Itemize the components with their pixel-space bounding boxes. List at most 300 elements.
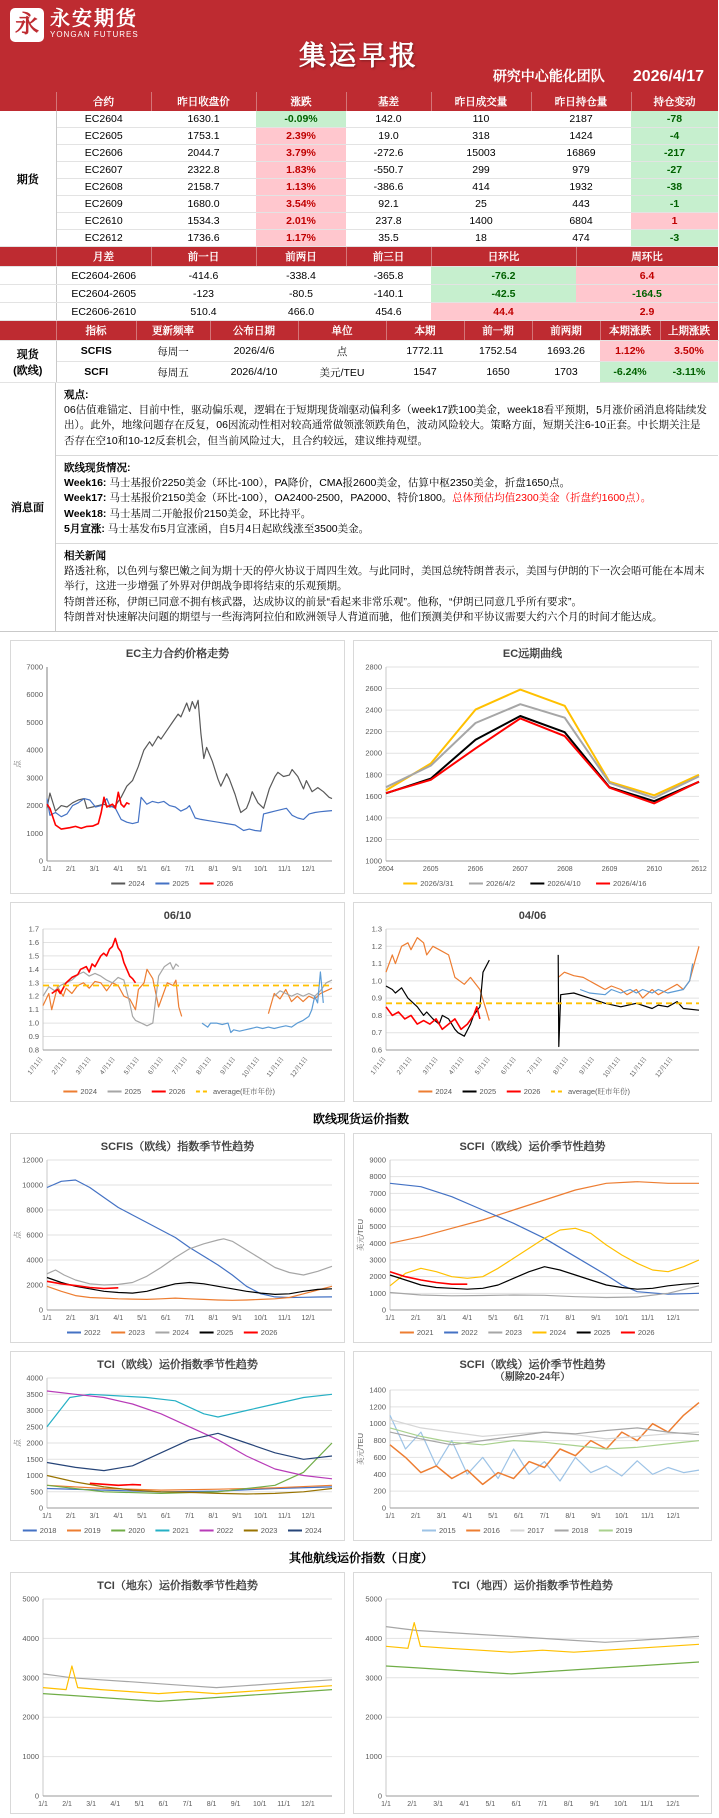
svg-text:5000: 5000: [22, 1594, 39, 1604]
svg-text:7/1: 7/1: [538, 1801, 548, 1809]
report-date: 2026/4/17: [632, 68, 704, 85]
svg-text:0.9: 0.9: [28, 1032, 39, 1042]
svg-text:2600: 2600: [365, 684, 383, 694]
spread-name-cell: EC2606-2610: [56, 303, 151, 321]
change-cell: 1.83%: [256, 162, 346, 179]
svg-text:EC主力合约价格走势: EC主力合约价格走势: [125, 648, 230, 661]
svg-text:美元/TEU: 美元/TEU: [356, 1433, 366, 1466]
unit-cell: 点: [298, 341, 386, 362]
svg-text:3000: 3000: [22, 1673, 39, 1683]
svg-text:4000: 4000: [365, 1633, 383, 1643]
svg-text:2024: 2024: [305, 1526, 322, 1536]
chart-ec-forward-curve-box: [353, 640, 712, 894]
svg-text:1500: 1500: [26, 1454, 43, 1464]
spot-table-body: [0, 321, 718, 383]
yongan-logo-icon: 永: [10, 8, 44, 42]
svg-text:11/1: 11/1: [640, 1801, 654, 1809]
series-yellow: [43, 1666, 332, 1694]
spot-col-header: 上期涨跌: [660, 321, 718, 341]
svg-text:1.1: 1.1: [28, 1005, 39, 1015]
heading-other-routes-index: 其他航线运价指数（日度）: [288, 1551, 433, 1566]
svg-text:2019: 2019: [616, 1526, 633, 1536]
svg-text:3/1: 3/1: [89, 1513, 100, 1521]
svg-text:2026: 2026: [524, 1087, 541, 1097]
futures-col-header: 合约: [56, 92, 151, 111]
close-cell: 2044.7: [151, 145, 256, 162]
svg-text:12月1日: 12月1日: [654, 1055, 675, 1080]
svg-text:1/1: 1/1: [381, 1801, 392, 1809]
svg-text:12/1: 12/1: [301, 866, 316, 874]
svg-text:9/1: 9/1: [230, 1801, 241, 1809]
svg-text:1.6: 1.6: [28, 938, 39, 948]
svg-text:2026/4/2: 2026/4/2: [486, 879, 516, 889]
svg-text:2606: 2606: [468, 866, 484, 874]
svg-text:2021: 2021: [417, 1328, 435, 1338]
logo-company-name: 永安期货: [50, 8, 138, 30]
svg-text:12月1日: 12月1日: [289, 1055, 310, 1080]
svg-text:2/1: 2/1: [411, 1315, 422, 1323]
svg-text:4/1: 4/1: [462, 1513, 473, 1521]
basis-cell: -550.7: [346, 162, 431, 179]
svg-text:8000: 8000: [369, 1172, 387, 1182]
svg-text:2026/4/10: 2026/4/10: [547, 879, 582, 889]
svg-text:2025: 2025: [216, 1328, 234, 1338]
series-2026: [386, 1007, 480, 1030]
svg-text:2017: 2017: [527, 1526, 545, 1536]
news-line: 特朗普还称，伊朗已同意不拥有核武器，达成协议的前景“看起来非常乐观”。他称，“伊朗已同意几乎所有要求”。: [64, 595, 582, 608]
svg-text:4月1日: 4月1日: [98, 1055, 117, 1077]
svg-text:2025: 2025: [172, 879, 190, 889]
svg-text:1.5: 1.5: [28, 951, 39, 961]
change-cell: -0.09%: [256, 111, 346, 128]
report-team: 研究中心能化团队: [492, 68, 605, 84]
svg-text:2800: 2800: [365, 662, 383, 672]
svg-text:2000: 2000: [26, 1280, 43, 1290]
svg-text:12/1: 12/1: [666, 1513, 681, 1521]
svg-text:2018: 2018: [39, 1526, 57, 1536]
svg-text:（剔除20-24年）: （剔除20-24年）: [495, 1372, 571, 1384]
series-2020: [47, 1443, 332, 1493]
svg-text:2026/3/31: 2026/3/31: [420, 879, 455, 889]
svg-text:5/1: 5/1: [485, 1801, 496, 1809]
basis-cell: 35.5: [346, 230, 431, 247]
svg-text:6/1: 6/1: [160, 866, 171, 874]
previous2-cell: 1703: [532, 362, 600, 383]
spot-col-header: 前两期: [532, 321, 600, 341]
series-2026/4/10: [386, 716, 699, 801]
open-interest-cell: 443: [531, 196, 631, 213]
close-cell: 2158.7: [151, 179, 256, 196]
series-2024: [390, 1228, 699, 1286]
svg-text:5/1: 5/1: [137, 866, 147, 874]
close-cell: 1534.3: [151, 213, 256, 230]
svg-text:10/1: 10/1: [253, 1513, 268, 1521]
contract-cell: EC2604: [56, 111, 151, 128]
spread-col-header: 周环比: [576, 247, 718, 267]
basis-cell: 237.8: [346, 213, 431, 230]
current-change-cell: 1.12%: [600, 341, 660, 362]
svg-text:1月1日: 1月1日: [370, 1055, 389, 1077]
previous-cell: 1752.54: [464, 341, 532, 362]
contract-cell: EC2606: [56, 145, 151, 162]
svg-text:3000: 3000: [26, 773, 43, 783]
spot-situation-label: 欧线现货情况:: [64, 461, 131, 474]
futures-col-header: 昨日成交量: [431, 92, 531, 111]
oi-change-cell: -217: [631, 145, 718, 162]
spread-row-EC2604-2606: [0, 267, 718, 285]
svg-text:0: 0: [378, 1791, 383, 1801]
wow-cell: 6.4: [576, 267, 718, 285]
svg-text:2025: 2025: [479, 1087, 497, 1097]
svg-text:5/1: 5/1: [134, 1801, 145, 1809]
svg-text:4000: 4000: [26, 1255, 43, 1265]
series-2019: [390, 1428, 699, 1449]
svg-text:400: 400: [373, 1469, 387, 1479]
report-title: 集运早报: [299, 41, 419, 71]
series-green: [386, 1662, 699, 1674]
contract-cell: EC2609: [56, 196, 151, 213]
spot-col-header: 单位: [298, 321, 386, 341]
open-interest-cell: 979: [531, 162, 631, 179]
svg-text:2022: 2022: [216, 1526, 234, 1536]
svg-text:1/1: 1/1: [385, 1315, 396, 1323]
series-2025: [47, 1278, 332, 1295]
volume-cell: 1400: [431, 213, 531, 230]
d3-cell: 454.6: [346, 303, 431, 321]
contract-cell: EC2605: [56, 128, 151, 145]
svg-text:4000: 4000: [369, 1238, 387, 1248]
svg-text:SCFI（欧线）运价季节性趋势: SCFI（欧线）运价季节性趋势: [459, 1359, 606, 1372]
weekly-quote-line: Week17: 马士基报价2150美金（环比-100），OA2400-2500，PA2000、特价1800。总体预估均值2300美金（折盘约1600点）。: [64, 492, 652, 505]
header-band: [0, 0, 718, 92]
svg-text:2020: 2020: [128, 1526, 145, 1536]
svg-text:1200: 1200: [369, 1402, 387, 1412]
svg-text:1.1: 1.1: [372, 959, 383, 969]
svg-text:2026: 2026: [638, 1328, 656, 1338]
previous-change-cell: 3.50%: [660, 341, 718, 362]
chart-scfi-seasonal-box: [353, 1133, 712, 1343]
open-interest-cell: 474: [531, 230, 631, 247]
svg-text:2610: 2610: [646, 866, 663, 874]
svg-text:0: 0: [38, 856, 43, 866]
futures-row-EC2605: [0, 128, 718, 145]
svg-text:11/1: 11/1: [277, 1801, 291, 1809]
svg-text:3/1: 3/1: [89, 866, 100, 874]
svg-text:1000: 1000: [26, 1471, 43, 1481]
series-2024: [47, 1433, 332, 1470]
viewpoint-label: 观点:: [64, 389, 89, 401]
svg-text:2607: 2607: [512, 866, 529, 874]
chart-tci-west-med-box: [353, 1572, 712, 1814]
volume-cell: 110: [431, 111, 531, 128]
svg-text:6000: 6000: [369, 1205, 387, 1215]
news-block: [56, 544, 718, 631]
svg-text:12/1: 12/1: [666, 1315, 681, 1323]
dod-cell: 44.4: [431, 303, 576, 321]
futures-col-header: 昨日持仓量: [531, 92, 631, 111]
svg-text:6000: 6000: [26, 1230, 43, 1240]
svg-text:1400: 1400: [365, 813, 383, 823]
svg-text:11月1日: 11月1日: [628, 1055, 649, 1079]
svg-text:2016: 2016: [483, 1526, 501, 1536]
svg-text:1800: 1800: [365, 770, 383, 780]
svg-text:5月1日: 5月1日: [474, 1055, 493, 1077]
svg-text:2400: 2400: [365, 705, 383, 715]
svg-text:2605: 2605: [423, 866, 439, 874]
spread-header-row: [0, 247, 718, 267]
svg-text:8/1: 8/1: [564, 1801, 574, 1809]
svg-text:2612: 2612: [691, 866, 708, 874]
oi-change-cell: -78: [631, 111, 718, 128]
svg-text:2609: 2609: [602, 866, 618, 874]
change-cell: 3.79%: [256, 145, 346, 162]
contract-cell: EC2608: [56, 179, 151, 196]
heading-europe-spot-index: 欧线现货运价指数: [312, 1112, 409, 1127]
svg-text:7/1: 7/1: [184, 1513, 195, 1521]
svg-text:9/1: 9/1: [590, 1801, 600, 1809]
corner-cell: [0, 321, 56, 341]
futures-header-row: [0, 92, 718, 111]
wow-cell: 2.9: [576, 303, 718, 321]
svg-text:11/1: 11/1: [277, 866, 292, 874]
oi-change-cell: -1: [631, 196, 718, 213]
futures-table-header: [0, 92, 718, 111]
svg-text:8月1日: 8月1日: [195, 1055, 214, 1077]
svg-text:2024: 2024: [80, 1087, 98, 1097]
svg-text:12/1: 12/1: [301, 1513, 316, 1521]
svg-text:800: 800: [373, 1436, 387, 1446]
svg-text:10月1日: 10月1日: [602, 1055, 623, 1080]
svg-text:2025: 2025: [124, 1087, 142, 1097]
svg-text:9月1日: 9月1日: [219, 1055, 238, 1077]
svg-text:06/10: 06/10: [163, 910, 192, 923]
current-cell: 1772.11: [386, 341, 464, 362]
svg-text:6000: 6000: [26, 690, 43, 700]
chart-tci-east-med: [11, 1573, 344, 1813]
chart-ratio-04-06-box: [353, 902, 712, 1102]
svg-text:0.8: 0.8: [28, 1045, 39, 1055]
svg-text:7/1: 7/1: [184, 866, 195, 874]
svg-text:5/1: 5/1: [488, 1315, 499, 1323]
svg-text:12/1: 12/1: [301, 1315, 316, 1323]
svg-text:EC远期曲线: EC远期曲线: [503, 648, 563, 661]
svg-text:0: 0: [34, 1791, 39, 1801]
svg-text:8/1: 8/1: [208, 1315, 219, 1323]
svg-text:9/1: 9/1: [232, 866, 242, 874]
volume-cell: 25: [431, 196, 531, 213]
svg-text:4000: 4000: [26, 1373, 43, 1383]
spread-name-cell: EC2604-2605: [56, 285, 151, 303]
close-cell: 1680.0: [151, 196, 256, 213]
basis-cell: -386.6: [346, 179, 431, 196]
svg-text:8000: 8000: [26, 1205, 43, 1215]
svg-text:2000: 2000: [26, 1438, 43, 1448]
charts-section: [0, 632, 718, 1814]
empty-cell: [0, 303, 56, 321]
empty-cell: [0, 285, 56, 303]
spread-col-header: 月差: [56, 247, 151, 267]
chart-tci-west-med: [354, 1573, 711, 1813]
futures-col-header: 基差: [346, 92, 431, 111]
dod-cell: -42.5: [431, 285, 576, 303]
svg-text:8/1: 8/1: [565, 1315, 576, 1323]
svg-text:1000: 1000: [22, 1752, 39, 1762]
section-label-futures: 期货: [0, 111, 56, 247]
svg-text:2000: 2000: [26, 801, 43, 811]
svg-text:9/1: 9/1: [591, 1513, 602, 1521]
svg-text:10月1日: 10月1日: [241, 1055, 262, 1080]
svg-text:7月1日: 7月1日: [171, 1055, 190, 1077]
svg-text:美元/TEU: 美元/TEU: [356, 1219, 366, 1252]
spot-row-SCFI: [0, 362, 718, 383]
svg-text:1.0: 1.0: [28, 1018, 39, 1028]
svg-text:11/1: 11/1: [277, 1513, 292, 1521]
svg-text:2000: 2000: [369, 1272, 387, 1282]
svg-text:2000: 2000: [365, 1712, 383, 1722]
svg-text:2018: 2018: [572, 1526, 589, 1536]
d2-cell: 466.0: [256, 303, 346, 321]
futures-row-EC2604: [0, 111, 718, 128]
svg-text:2022: 2022: [461, 1328, 479, 1338]
d1-cell: -414.6: [151, 267, 256, 285]
spot-col-header: 更新频率: [136, 321, 210, 341]
series-2024: [47, 700, 332, 812]
svg-text:7000: 7000: [369, 1188, 387, 1198]
open-interest-cell: 1424: [531, 128, 631, 145]
change-cell: 1.17%: [256, 230, 346, 247]
svg-text:2月1日: 2月1日: [396, 1055, 415, 1077]
svg-text:2000: 2000: [22, 1712, 39, 1722]
series-2026: [390, 1272, 467, 1285]
current-cell: 1547: [386, 362, 464, 383]
close-cell: 1753.1: [151, 128, 256, 145]
svg-text:3000: 3000: [369, 1255, 387, 1265]
svg-text:SCFI（欧线）运价季节性趋势: SCFI（欧线）运价季节性趋势: [459, 1141, 606, 1154]
message-section: [0, 383, 718, 632]
svg-text:0.6: 0.6: [372, 1045, 383, 1055]
futures-col-header: 持仓变动: [631, 92, 718, 111]
svg-text:2/1: 2/1: [65, 866, 76, 874]
svg-text:2023: 2023: [260, 1526, 278, 1536]
svg-text:2500: 2500: [26, 1422, 43, 1432]
series-2026/4/2: [386, 704, 699, 798]
chart-scfi-ex2024-seasonal: [354, 1352, 711, 1540]
svg-text:6/1: 6/1: [160, 1513, 171, 1521]
svg-text:3/1: 3/1: [86, 1801, 97, 1809]
date-cell: 2026/4/10: [210, 362, 298, 383]
svg-text:12/1: 12/1: [666, 1801, 681, 1809]
logo-company-name-en: YONGAN FUTURES: [50, 30, 139, 39]
svg-text:1.2: 1.2: [372, 941, 383, 951]
svg-text:0: 0: [38, 1305, 43, 1315]
svg-text:9/1: 9/1: [232, 1315, 242, 1323]
svg-text:2025: 2025: [594, 1328, 611, 1338]
svg-text:10000: 10000: [22, 1180, 43, 1190]
svg-text:2/1: 2/1: [407, 1801, 418, 1809]
corner-cell: [0, 247, 56, 267]
current-change-cell: -6.24%: [600, 362, 660, 383]
futures-col-header: 昨日收盘价: [151, 92, 256, 111]
svg-text:5000: 5000: [26, 717, 43, 727]
news-line: 路透社称，以色列与黎巴嫩之间为期十天的停火协议于周四生效。与此同时，美国总统特朗普表示，美国与伊朗的下一次会晤可能在本周末举行，这进一步增强了外界对伊朗战争即将结束的乐观预期。: [64, 565, 705, 593]
chart-tci-east-med-box: [10, 1572, 345, 1814]
svg-text:1000: 1000: [365, 1752, 383, 1762]
svg-text:5/1: 5/1: [137, 1513, 147, 1521]
svg-text:10/1: 10/1: [615, 1315, 629, 1323]
svg-text:11/1: 11/1: [277, 1315, 292, 1323]
chart-scfi-ex2024-box: [353, 1351, 712, 1541]
spot-col-header: 本期涨跌: [600, 321, 660, 341]
spread-col-header: 前两日: [256, 247, 346, 267]
svg-text:8/1: 8/1: [208, 866, 219, 874]
svg-text:6/1: 6/1: [158, 1801, 169, 1809]
series-2021: [390, 1182, 699, 1244]
d1-cell: -123: [151, 285, 256, 303]
svg-text:2200: 2200: [365, 727, 383, 737]
series-2022: [47, 1391, 332, 1479]
spread-row-EC2606-2610: [0, 303, 718, 321]
svg-text:1.3: 1.3: [372, 924, 383, 934]
news-line: 特朗普对快速解决问题的期望与一些海湾阿拉伯和欧洲领导人背道而驰，他们预测美伊和平协议需要大约六个月的时间才能达成。: [64, 610, 663, 623]
futures-table: [0, 92, 719, 247]
chart-ec-main-trend: [11, 641, 344, 893]
svg-text:6月1日: 6月1日: [147, 1055, 165, 1077]
svg-text:1/1: 1/1: [42, 1513, 52, 1521]
svg-text:11/1: 11/1: [641, 1315, 655, 1323]
series-2015: [390, 1415, 699, 1481]
svg-text:6/1: 6/1: [160, 1315, 171, 1323]
svg-text:9000: 9000: [369, 1155, 387, 1165]
chart-scfis-seasonal: [11, 1134, 344, 1342]
svg-text:5月1日: 5月1日: [122, 1055, 141, 1077]
svg-text:1月1日: 1月1日: [26, 1055, 45, 1077]
svg-text:3000: 3000: [365, 1673, 383, 1683]
series-yellow: [386, 1623, 699, 1653]
weekly-quote-line: Week16: 马士基报价2250美金（环比-100），PA降价，CMA报2600美金，估算中枢2350美金，折盘1650点。: [64, 477, 571, 490]
spot-col-header: 公布日期: [210, 321, 298, 341]
spread-table: [0, 247, 719, 321]
chart-scfis-seasonal-box: [10, 1133, 345, 1343]
weekly-quote-line: 5月宣涨: 马士基发布5月宣涨函，自5月4日起欧线涨至3500美金。: [64, 522, 370, 535]
svg-text:1400: 1400: [369, 1385, 387, 1395]
basis-cell: 92.1: [346, 196, 431, 213]
svg-text:7/1: 7/1: [182, 1801, 193, 1809]
svg-text:3/1: 3/1: [437, 1315, 447, 1323]
dod-cell: -76.2: [431, 267, 576, 285]
svg-text:2026: 2026: [168, 1087, 186, 1097]
svg-text:4000: 4000: [26, 745, 43, 755]
svg-text:3000: 3000: [26, 1406, 43, 1416]
contract-cell: EC2612: [56, 230, 151, 247]
d1-cell: 510.4: [151, 303, 256, 321]
svg-text:1.4: 1.4: [28, 964, 39, 974]
svg-text:4/1: 4/1: [113, 866, 124, 874]
svg-text:average(旺市年份): average(旺市年份): [212, 1087, 276, 1097]
contract-cell: EC2607: [56, 162, 151, 179]
spread-col-header: 日环比: [431, 247, 576, 267]
svg-text:10/1: 10/1: [253, 1315, 268, 1323]
spread-col-header: 前三日: [346, 247, 431, 267]
svg-text:6/1: 6/1: [514, 1513, 525, 1521]
chart-ratio-04-06: [354, 903, 711, 1101]
svg-text:10/1: 10/1: [252, 1801, 267, 1809]
svg-text:4/1: 4/1: [113, 1315, 124, 1323]
svg-text:12/1: 12/1: [301, 1801, 315, 1809]
volume-cell: 18: [431, 230, 531, 247]
svg-text:0.9: 0.9: [372, 993, 383, 1003]
svg-text:1000: 1000: [369, 1419, 387, 1429]
open-interest-cell: 16869: [531, 145, 631, 162]
